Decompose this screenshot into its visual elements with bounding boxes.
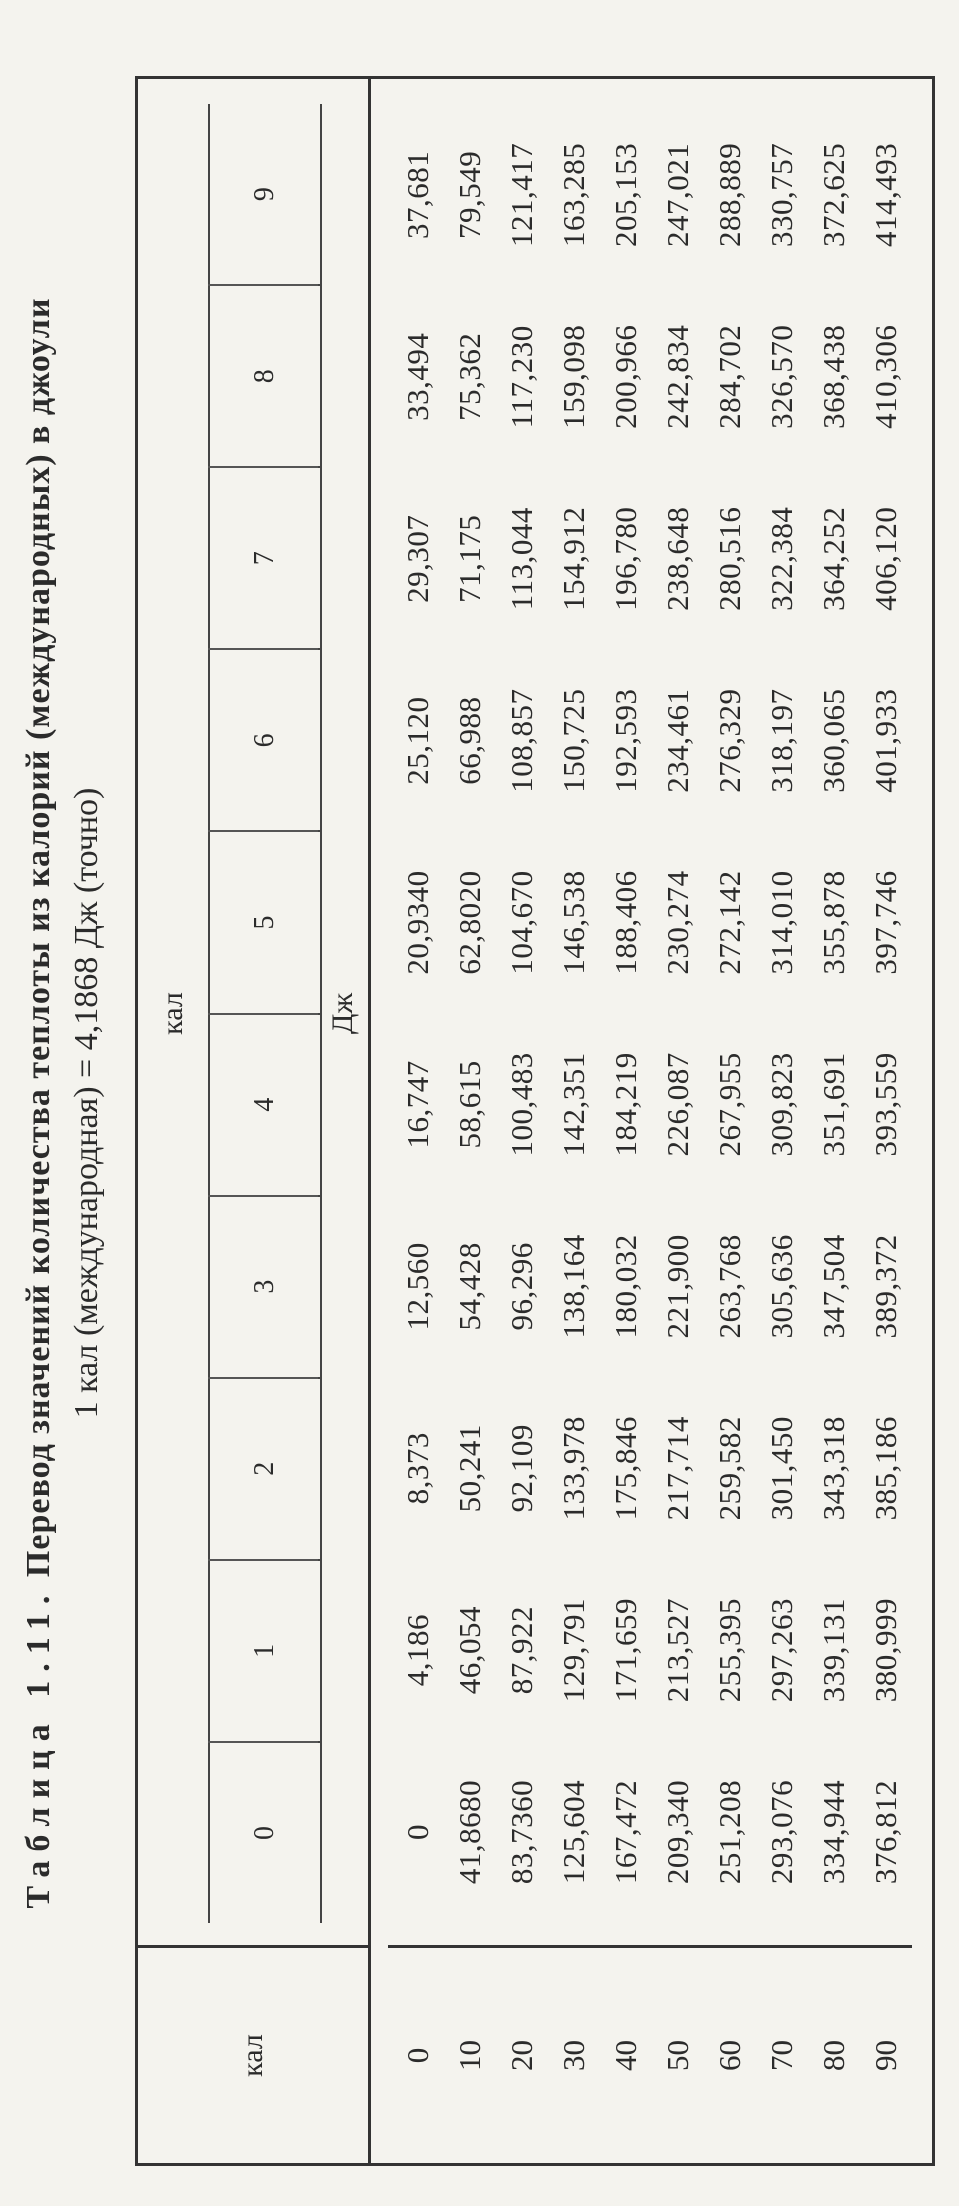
table-cell: 125,604: [556, 1779, 591, 1885]
table-cell: 180,032: [608, 1234, 643, 1339]
row-label-text: 0: [400, 2047, 435, 2064]
table-cell: 339,131: [816, 1598, 851, 1703]
table-cell: 334,944: [816, 1779, 851, 1885]
table-cell: 37,681: [400, 150, 435, 240]
table-row: [392, 104, 444, 1923]
table-cell: 20,9340: [400, 870, 435, 975]
table-row: [756, 104, 808, 1923]
table-cell: 393,559: [868, 1052, 903, 1157]
table-row: [860, 104, 912, 1923]
table-cell: 364,252: [816, 506, 851, 611]
row-label: [860, 1948, 912, 2163]
table-title-text: Перевод значений количества теплоты из калорий (международных) в джоули: [20, 297, 57, 1578]
table-cell: 326,570: [764, 324, 799, 429]
digit-header-9: 9: [210, 104, 320, 286]
digit-header-1: 1: [210, 1561, 320, 1743]
row-label: [548, 1948, 600, 2163]
table-cell: 376,812: [868, 1779, 903, 1885]
column-group-header: кал: [156, 992, 189, 1035]
row-label-text: 10: [452, 2040, 487, 2071]
table-cell: 272,142: [712, 870, 747, 975]
row-label-text: 30: [556, 2040, 591, 2071]
table-cell: 226,087: [660, 1052, 695, 1157]
table-cell: 217,714: [660, 1416, 695, 1521]
table-cell: 154,912: [556, 506, 591, 611]
table-cell: 347,504: [816, 1234, 851, 1339]
table-cell: 380,999: [868, 1598, 903, 1703]
table-row: [444, 104, 496, 1923]
table-cell: 71,175: [452, 514, 487, 603]
table-cell: 150,725: [556, 688, 591, 793]
row-label-text: 50: [660, 2040, 695, 2071]
table-cell: 343,318: [816, 1416, 851, 1521]
row-label-text: 80: [816, 2040, 851, 2071]
table-cell: 280,516: [712, 506, 747, 611]
header-separator: [368, 79, 371, 2163]
table-cell: 0: [400, 1824, 435, 1841]
table-cell: 159,098: [556, 324, 591, 429]
table-cell: 213,527: [660, 1598, 695, 1703]
table-cell: 284,702: [712, 324, 747, 429]
table-cell: 322,384: [764, 506, 799, 611]
table-cell: 29,307: [400, 514, 435, 603]
table-cell: 133,978: [556, 1416, 591, 1521]
table-cell: 410,306: [868, 324, 903, 429]
table-cell: 385,186: [868, 1416, 903, 1521]
table-cell: 50,241: [452, 1424, 487, 1513]
digit-header-3: 3: [210, 1197, 320, 1379]
table-row: [496, 104, 548, 1923]
digit-header-2: 2: [210, 1379, 320, 1561]
table-row: [704, 104, 756, 1923]
table-cell: 406,120: [868, 506, 903, 611]
table-cell: 267,955: [712, 1052, 747, 1157]
table-cell: 79,549: [452, 150, 487, 240]
table-cell: 196,780: [608, 506, 643, 611]
row-label-text: 40: [608, 2040, 643, 2071]
digit-header-row: [208, 104, 322, 1923]
table-cell: 330,757: [764, 142, 799, 248]
digit-header-4: 4: [210, 1015, 320, 1197]
table-cell: 75,362: [452, 332, 487, 421]
table-cell: 12,560: [400, 1242, 435, 1331]
digit-header-8: 8: [210, 286, 320, 468]
table-cell: 66,988: [452, 696, 487, 785]
table-cell: 171,659: [608, 1598, 643, 1703]
row-label-text: 70: [764, 2040, 799, 2071]
row-label: [444, 1948, 496, 2163]
table-cell: 41,8680: [452, 1779, 487, 1885]
table-cell: 46,054: [452, 1606, 487, 1695]
table-cell: 305,636: [764, 1234, 799, 1339]
table-cell: 351,691: [816, 1052, 851, 1157]
table-cell: 192,593: [608, 688, 643, 793]
table-cell: 314,010: [764, 870, 799, 975]
table-cell: 163,285: [556, 142, 591, 248]
table-body: [388, 104, 912, 1923]
table-cell: 167,472: [608, 1779, 643, 1885]
table-cell: 301,450: [764, 1416, 799, 1521]
table-cell: 54,428: [452, 1242, 487, 1331]
table-cell: 100,483: [504, 1052, 539, 1157]
table-cell: 318,197: [764, 688, 799, 793]
table-cell: 138,164: [556, 1234, 591, 1339]
row-label: [808, 1948, 860, 2163]
table-cell: 242,834: [660, 324, 695, 429]
table-cell: 397,746: [868, 870, 903, 975]
table-cell: 87,922: [504, 1606, 539, 1695]
table-cell: 117,230: [504, 325, 539, 429]
table-cell: 58,615: [452, 1060, 487, 1149]
table-cell: 188,406: [608, 870, 643, 975]
unit-header: Дж: [326, 992, 359, 1035]
table-cell: 263,768: [712, 1234, 747, 1339]
table-cell: 104,670: [504, 870, 539, 975]
table-cell: 146,538: [556, 870, 591, 975]
table-cell: 92,109: [504, 1424, 539, 1513]
row-label: [652, 1948, 704, 2163]
table-cell: 205,153: [608, 142, 643, 248]
table-cell: 255,395: [712, 1598, 747, 1703]
table-cell: 184,219: [608, 1052, 643, 1157]
table-cell: 25,120: [400, 696, 435, 785]
row-label-column: [388, 1945, 912, 2163]
table-cell: 62,8020: [452, 870, 487, 975]
table-number: Таблица 1.11.: [20, 1586, 57, 1909]
row-label: [392, 1948, 444, 2163]
table-cell: 200,966: [608, 324, 643, 429]
table-cell: 96,296: [504, 1242, 539, 1331]
table-cell: 360,065: [816, 688, 851, 793]
table-cell: 108,857: [504, 688, 539, 793]
table-cell: 16,747: [400, 1060, 435, 1149]
table-cell: 175,846: [608, 1416, 643, 1521]
table-cell: 251,208: [712, 1779, 747, 1885]
row-header-kal: кал: [138, 1945, 368, 2163]
digit-header-6: 6: [210, 650, 320, 832]
row-label-text: 90: [868, 2040, 903, 2071]
table-cell: 389,372: [868, 1234, 903, 1339]
digit-header-0: 0: [249, 1825, 280, 1840]
table-row: [600, 104, 652, 1923]
table-cell: 247,021: [660, 142, 695, 248]
table-cell: 121,417: [504, 142, 539, 248]
row-label-text: 60: [712, 2040, 747, 2071]
table-row: [808, 104, 860, 1923]
digit-header-5: 5: [210, 832, 320, 1014]
row-label: [756, 1948, 808, 2163]
table-cell: 355,878: [816, 870, 851, 975]
row-label: [600, 1948, 652, 2163]
table-cell: 4,186: [400, 1614, 435, 1687]
table-title: [20, 0, 58, 2206]
table-cell: 33,494: [400, 332, 435, 421]
table-cell: 368,438: [816, 324, 851, 429]
table-cell: 238,648: [660, 506, 695, 611]
table-cell: 234,461: [660, 688, 695, 793]
table-cell: 8,373: [400, 1432, 435, 1505]
table-cell: 288,889: [712, 142, 747, 248]
conversion-note: 1 кал (международная) = 4,1868 Дж (точно): [68, 787, 105, 1419]
table-row: [652, 104, 704, 1923]
table-cell: 297,263: [764, 1598, 799, 1703]
table-cell: 414,493: [868, 142, 903, 248]
table-cell: 142,351: [556, 1052, 591, 1157]
table-cell: 276,329: [712, 688, 747, 793]
table-cell: 221,900: [660, 1234, 695, 1339]
table-cell: 372,625: [816, 142, 851, 248]
conversion-table: [135, 76, 935, 2166]
table-cell: 259,582: [712, 1416, 747, 1521]
table-cell: 83,7360: [504, 1779, 539, 1885]
row-label-text: 20: [504, 2040, 539, 2071]
table-cell: 209,340: [660, 1779, 695, 1885]
table-row: [548, 104, 600, 1923]
table-cell: 230,274: [660, 870, 695, 975]
table-cell: 293,076: [764, 1779, 799, 1885]
row-label: [496, 1948, 548, 2163]
row-label: [704, 1948, 756, 2163]
table-cell: 309,823: [764, 1052, 799, 1157]
table-cell: 401,933: [868, 688, 903, 793]
digit-header-7: 7: [210, 468, 320, 650]
table-cell: 129,791: [556, 1598, 591, 1703]
table-cell: 113,044: [504, 507, 539, 611]
